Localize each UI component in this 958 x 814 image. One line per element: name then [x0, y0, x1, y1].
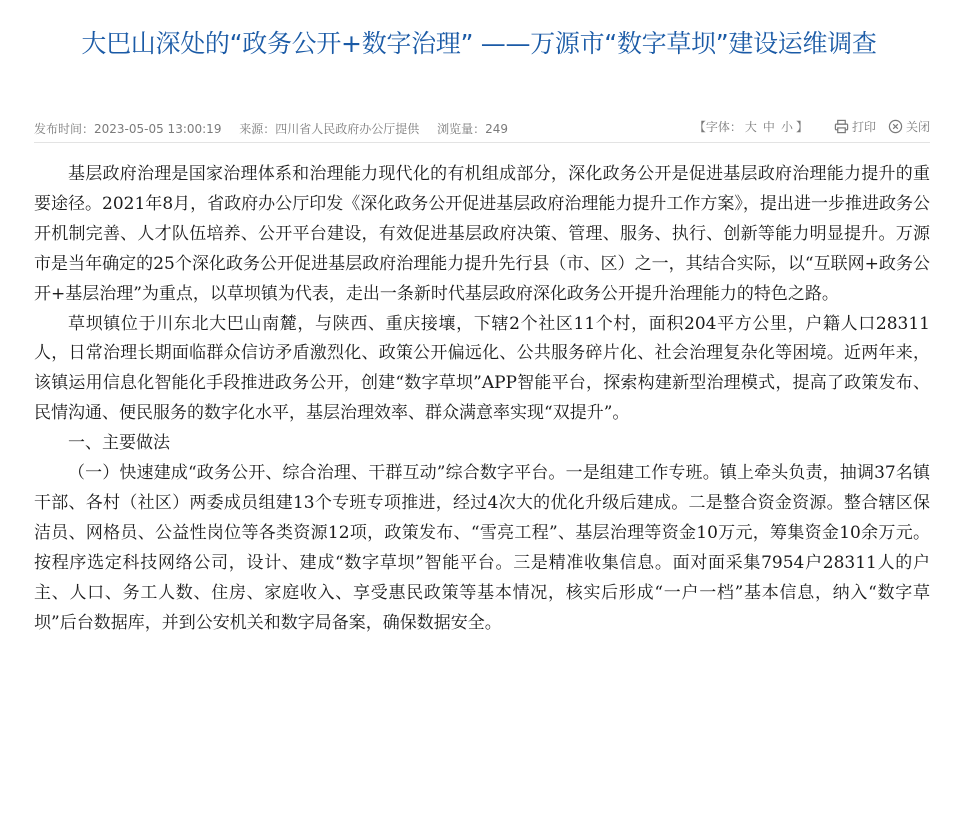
font-size-label: 【字体：	[693, 120, 742, 134]
article-meta-info	[34, 120, 522, 137]
font-size-medium-button[interactable]: 中	[762, 120, 775, 134]
close-icon	[888, 119, 903, 134]
close-label: 关闭	[905, 120, 930, 134]
close-button[interactable]	[888, 118, 930, 135]
print-label: 打印	[851, 120, 876, 134]
publish-time: 发布时间：2023-05-05 13:00:19	[34, 122, 222, 136]
article-meta-bar	[34, 116, 930, 143]
print-button[interactable]	[834, 118, 876, 135]
article-body	[34, 160, 930, 639]
article-paragraph-1: 基层政府治理是国家治理体系和治理能力现代化的有机组成部分，深化政务公开是促进基层政府治理能力提升的重要途径。2021年8月，省政府办公厅印发《深化政务公开促进基层政府治理能力提升工作方案》，提出进一步推进政务公开机制完善、人才队伍培养、公开平台建设，有效促进基层政府决策、管理、服务、执行、创新等能力明显提升。万源市是当年确定的25个深化政务公开促进基层政府治理能力提升先行县（市、区）之一，其结合实际，以“互联网+政务公开+基层治理”为重点，以草坝镇为代表，走出一条新时代基层政府深化政务公开提升治理能力的特色之路。	[34, 164, 930, 304]
article-paragraph-2: 草坝镇位于川东北大巴山南麓，与陕西、重庆接壤，下辖2个社区11个村，面积204平方公里，户籍人口28311人，日常治理长期面临群众信访矛盾激烈化、政策公开偏远化、公共服务碎片化、社会治理复杂化等困境。近两年来，该镇运用信息化智能化手段推进政务公开，创建“数字草坝”APP智能平台，探索构建新型治理模式，提高了政策发布、民情沟通、便民服务的数字化水平，基层治理效率、群众满意率实现“双提升”。	[34, 313, 930, 424]
font-size-control	[694, 118, 808, 135]
article-title: 大巴山深处的“政务公开+数字治理” ——万源市“数字草坝”建设运维调查	[81, 29, 877, 58]
section-heading: 一、主要做法	[68, 433, 170, 454]
article-source: 来源：四川省人民政府办公厅提供	[239, 122, 420, 136]
font-size-large-button[interactable]: 大	[744, 120, 757, 134]
article-tools	[694, 118, 930, 135]
printer-icon	[834, 119, 849, 134]
font-size-label-end: 】	[795, 120, 808, 134]
font-size-small-button[interactable]: 小	[780, 120, 793, 134]
article-paragraph-3: （一）快速建成“政务公开、综合治理、干群互动”综合数字平台。一是组建工作专班。镇上牵头负责，抽调37名镇干部、各村（社区）两委成员组建13个专班专项推进，经过4次大的优化升级后建成。二是整合资金资源。整合辖区保洁员、网格员、公益性岗位等各类资源12项，政策发布、“雪亮工程”、基层治理等资金10万元，筹集资金10余万元。按程序选定科技网络公司，设计、建成“数字草坝”智能平台。三是精准收集信息。面对面采集7954户28311人的户主、人口、务工人数、住房、家庭收入、享受惠民政策等基本情况，核实后形成“一户一档”基本信息，纳入“数字草坝”后台数据库，并到公安机关和数字局备案，确保数据安全。	[34, 463, 930, 633]
view-count: 浏览量：249	[437, 122, 509, 136]
